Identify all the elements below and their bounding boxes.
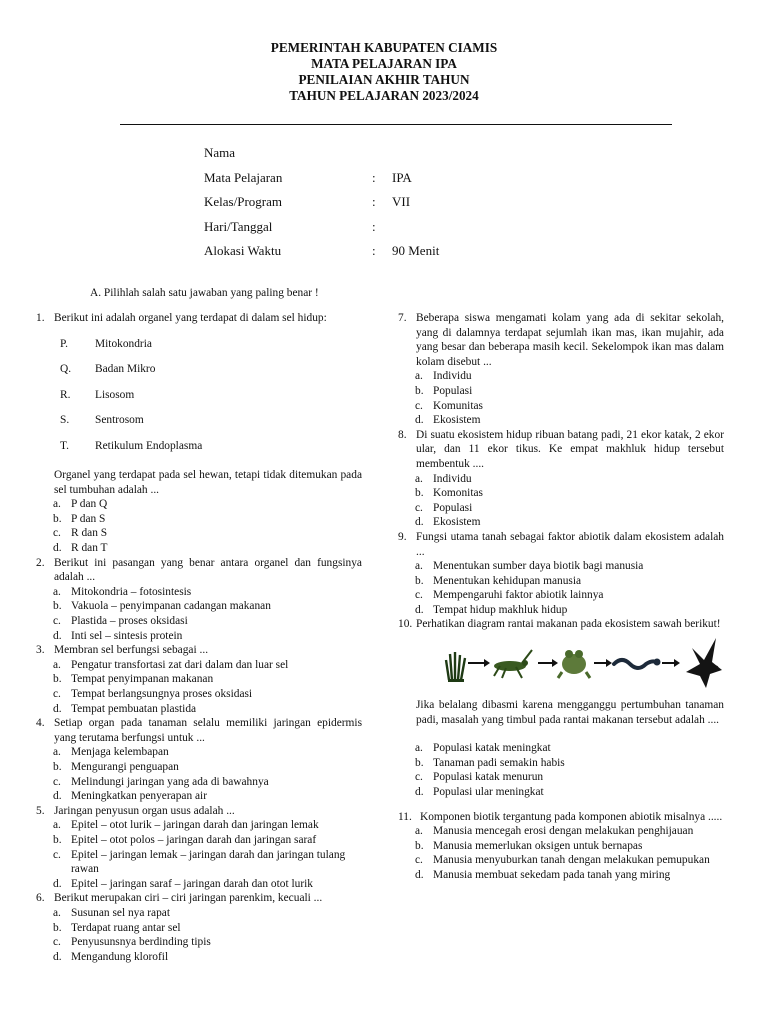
answer-option[interactable] — [398, 515, 724, 530]
question-text: Membran sel berfungsi sebagai ... — [54, 644, 209, 657]
organelle-item — [36, 388, 362, 414]
question-text: Setiap organ pada tanaman selalu memiliki jaringan epidermis yang terutama berfungsi untuk ... — [54, 717, 362, 744]
answer-option[interactable] — [398, 574, 724, 589]
question-1-stem: Organel yang terdapat pada sel hewan, tetapi tidak ditemukan pada sel tumbuhan adalah ... — [54, 469, 362, 496]
answer-option[interactable] — [36, 614, 362, 629]
option-text: Inti sel – sintesis protein — [71, 629, 183, 642]
answer-option[interactable] — [398, 603, 724, 618]
option-letter: a. — [415, 370, 423, 383]
option-text: Manusia menyuburkan tanah dengan melakukan pemupukan — [433, 854, 710, 867]
option-text: R dan S — [71, 527, 108, 540]
answer-option[interactable] — [36, 497, 362, 512]
arrow-icon — [538, 659, 558, 667]
question-number: 7. — [398, 312, 407, 324]
question-number: 4. — [36, 717, 45, 730]
instruction: A. Pilihlah salah satu jawaban yang paling benar ! — [90, 287, 319, 299]
arrow-icon — [468, 659, 490, 667]
question-text: Berikut merupakan ciri – ciri jaringan parenkim, kecuali ... — [54, 892, 323, 905]
option-text: Individu — [433, 472, 472, 485]
document-header — [0, 40, 768, 104]
option-letter: b. — [53, 833, 62, 846]
grasshopper-icon — [494, 650, 532, 678]
option-text: Ekosistem — [433, 516, 481, 529]
option-text: R dan T — [71, 542, 108, 555]
option-letter: b. — [53, 512, 62, 525]
option-text: Populasi ular meningkat — [433, 786, 544, 799]
option-letter: c. — [415, 771, 423, 784]
option-text: Tempat penyimpanan makanan — [71, 673, 214, 686]
item-text: Retikulum Endoplasma — [95, 439, 203, 452]
option-text: Mengandung klorofil — [71, 950, 169, 963]
info-label: Alokasi Waktu — [204, 243, 282, 258]
option-letter: d. — [415, 414, 424, 427]
option-letter: c. — [53, 848, 61, 861]
option-letter: a. — [53, 498, 61, 511]
item-letter: T. — [60, 439, 69, 452]
answer-option[interactable] — [398, 588, 724, 603]
answer-option[interactable] — [36, 585, 362, 600]
food-chain-diagram — [398, 636, 724, 692]
option-letter: c. — [53, 936, 61, 949]
question-text: Beberapa siswa mengamati kolam yang ada di sekitar sekolah, yang di dalamnya terdapat sejumlah ikan mas, ikan mujahir, ada yang besar dan beberapa masih kecil. Sekelompok ikan mas dalam kolam disebut ... — [416, 312, 724, 368]
eagle-icon — [686, 638, 722, 688]
option-text: Populasi katak meningkat — [433, 742, 551, 755]
frog-icon — [558, 650, 590, 678]
answer-option[interactable] — [398, 559, 724, 574]
answer-option[interactable] — [36, 687, 362, 702]
question-text: Jaringan penyusun organ usus adalah ... — [54, 804, 235, 817]
info-label: Mata Pelajaran — [204, 169, 283, 185]
question-8 — [398, 428, 724, 472]
option-letter: b. — [415, 384, 424, 397]
info-value: IPA — [392, 169, 412, 185]
question-text: Perhatikan diagram rantai makanan pada ekosistem sawah berikut! — [416, 618, 721, 631]
item-text: Lisosom — [95, 388, 135, 401]
organelle-list — [36, 337, 362, 465]
answer-option[interactable] — [398, 756, 724, 771]
organelle-item — [36, 413, 362, 439]
option-letter: a. — [415, 472, 423, 485]
answer-option[interactable] — [398, 868, 724, 883]
option-letter: a. — [53, 906, 61, 919]
option-text: Populasi katak menurun — [433, 771, 544, 784]
answer-option[interactable] — [36, 935, 362, 950]
answer-option[interactable] — [36, 672, 362, 687]
item-letter: P. — [60, 337, 68, 350]
answer-option[interactable] — [36, 599, 362, 614]
option-letter: c. — [415, 589, 423, 602]
option-text: Terdapat ruang antar sel — [71, 921, 181, 934]
option-letter: b. — [415, 839, 424, 852]
option-letter: c. — [415, 854, 423, 867]
option-letter: a. — [53, 585, 61, 598]
item-text: Sentrosom — [95, 414, 144, 427]
answer-option[interactable] — [36, 921, 362, 936]
answer-option[interactable] — [36, 877, 362, 892]
option-text: Tanaman padi semakin habis — [433, 756, 565, 769]
question-number: 6. — [36, 892, 45, 905]
option-text: Individu — [433, 370, 472, 383]
question-number: 5. — [36, 804, 45, 817]
question-number: 11. — [398, 810, 412, 823]
option-letter: a. — [53, 658, 61, 671]
answer-option[interactable] — [398, 839, 724, 854]
answer-option[interactable] — [36, 775, 362, 790]
option-letter: b. — [53, 600, 62, 613]
option-letter: d. — [415, 516, 424, 529]
option-text: Tempat berlangsungnya proses oksidasi — [71, 688, 253, 700]
option-letter: b. — [415, 756, 424, 769]
spacer — [398, 727, 724, 741]
right-column — [398, 311, 724, 883]
option-text: Tempat hidup makhluk hidup — [433, 603, 568, 616]
item-letter: Q. — [60, 363, 72, 376]
question-text: Fungsi utama tanah sebagai faktor abiotik dalam ekosistem adalah ... — [416, 530, 724, 558]
question-number: 1. — [36, 312, 45, 324]
answer-option[interactable] — [36, 541, 362, 556]
option-letter: b. — [53, 760, 62, 773]
question-number: 2. — [36, 556, 45, 569]
info-value: VII — [392, 194, 411, 209]
info-colon: : — [372, 243, 376, 258]
answer-option[interactable] — [36, 745, 362, 760]
question-9 — [398, 530, 724, 559]
organelle-item — [36, 439, 362, 465]
snake-icon — [614, 659, 661, 669]
answer-option[interactable] — [398, 413, 724, 428]
question-10-stem: Jika belalang dibasmi karena mengganggu pertumbuhan tanaman padi, masalah yang timbul pada rantai makanan tersebut adalah .... — [416, 699, 724, 726]
organelle-item — [36, 337, 362, 363]
question-6 — [36, 891, 362, 906]
option-letter: a. — [415, 560, 423, 573]
left-column — [36, 311, 362, 964]
option-text: Epitel – jaringan lemak – jaringan darah dan jaringan tulang rawan — [71, 848, 346, 876]
answer-option[interactable] — [36, 658, 362, 673]
answer-option[interactable] — [36, 906, 362, 921]
question-2 — [36, 556, 362, 585]
header-line-3: PENILAIAN AKHIR TAHUN — [298, 72, 470, 87]
question-3 — [36, 643, 362, 658]
question-text: Di suatu ekosistem hidup ribuan batang padi, 21 ekor katak, 2 ekor ular, dan 11 ekor tikus. Ke empat makhluk hidup tersebut membentuk .... — [416, 428, 724, 470]
answer-option[interactable] — [398, 384, 724, 399]
option-letter: b. — [53, 921, 62, 934]
question-text: Komponen biotik tergantung pada komponen abiotik misalnya ..... — [420, 810, 723, 823]
option-letter: d. — [53, 542, 62, 555]
answer-option[interactable] — [398, 486, 724, 501]
spacer — [398, 800, 724, 810]
item-letter: S. — [60, 414, 70, 427]
question-number: 3. — [36, 644, 45, 657]
option-letter: c. — [53, 615, 61, 628]
answer-option[interactable] — [36, 833, 362, 848]
answer-option[interactable] — [36, 818, 362, 833]
answer-option[interactable] — [398, 785, 724, 800]
item-letter: R. — [60, 388, 71, 401]
question-7 — [398, 311, 724, 369]
answer-option[interactable] — [398, 399, 724, 414]
option-letter: d. — [415, 869, 424, 881]
question-text: Berikut ini adalah organel yang terdapat di dalam sel hidup: — [54, 312, 327, 324]
option-text: Menentukan kehidupan manusia — [433, 574, 582, 587]
info-label: Hari/Tanggal — [204, 218, 273, 234]
question-number: 10. — [398, 618, 413, 631]
answer-option[interactable] — [36, 512, 362, 527]
arrow-icon — [662, 659, 680, 667]
option-letter: c. — [53, 527, 61, 540]
option-text: P dan Q — [71, 498, 108, 511]
option-text: Mitokondria – fotosintesis — [71, 585, 192, 598]
question-1 — [36, 311, 362, 326]
option-text: Vakuola – penyimpanan cadangan makanan — [71, 600, 271, 613]
question-11 — [398, 810, 724, 825]
option-text: Populasi — [433, 501, 473, 514]
option-letter: a. — [53, 819, 61, 832]
option-text: Ekosistem — [433, 414, 481, 427]
option-text: Komunitas — [433, 399, 483, 412]
question-4 — [36, 716, 362, 745]
option-letter: d. — [415, 603, 424, 616]
item-text: Badan Mikro — [95, 363, 156, 376]
option-letter: c. — [415, 399, 423, 412]
option-letter: d. — [53, 950, 62, 963]
answer-option[interactable] — [398, 741, 724, 756]
option-letter: a. — [415, 742, 423, 755]
option-text: P dan S — [71, 512, 106, 525]
option-letter: b. — [415, 574, 424, 587]
option-letter: c. — [53, 775, 61, 788]
question-5 — [36, 804, 362, 819]
option-text: Penyusunsnya berdinding tipis — [71, 936, 211, 949]
info-colon: : — [372, 218, 376, 234]
option-text: Manusia mencegah erosi dengan melakukan penghijauan — [433, 825, 694, 838]
option-letter: a. — [415, 825, 423, 838]
answer-option[interactable] — [36, 526, 362, 541]
answer-option[interactable] — [36, 789, 362, 804]
option-letter: c. — [53, 688, 61, 700]
option-letter: a. — [53, 746, 61, 759]
info-colon: : — [372, 169, 376, 185]
item-text: Mitokondria — [95, 337, 152, 350]
header-divider — [120, 124, 672, 125]
option-letter: b. — [53, 673, 62, 686]
option-letter: d. — [53, 790, 62, 803]
option-letter: b. — [415, 487, 424, 500]
option-text: Mengurangi penguapan — [71, 760, 179, 773]
option-text: Populasi — [433, 384, 473, 397]
option-text: Epitel – otot lurik – jaringan darah dan jaringan lemak — [71, 819, 319, 832]
answer-option[interactable] — [398, 824, 724, 839]
option-text: Menentukan sumber daya biotik bagi manusia — [433, 560, 644, 573]
answer-option[interactable] — [36, 950, 362, 965]
option-text: Susunan sel nya rapat — [71, 906, 171, 919]
option-letter: d. — [53, 629, 62, 642]
option-text: Pengatur transfortasi zat dari dalam dan luar sel — [71, 658, 289, 671]
option-text: Plastida – proses oksidasi — [71, 615, 188, 628]
header-line-2: MATA PELAJARAN IPA — [311, 56, 457, 71]
answer-option[interactable] — [36, 629, 362, 644]
answer-option[interactable] — [398, 472, 724, 487]
option-text: Komonitas — [433, 487, 483, 500]
answer-option[interactable] — [36, 848, 362, 877]
info-label: Nama — [204, 145, 236, 160]
header-line-4: TAHUN PELAJARAN 2023/2024 — [289, 88, 479, 103]
answer-option[interactable] — [398, 770, 724, 785]
answer-option[interactable] — [36, 702, 362, 717]
option-text: Tempat pembuatan plastida — [71, 702, 197, 715]
option-text: Epitel – otot polos – jaringan darah dan jaringan saraf — [71, 833, 317, 846]
option-text: Mempengaruhi faktor abiotik lainnya — [433, 589, 604, 602]
option-text: Menjaga kelembapan — [71, 746, 169, 759]
arrow-icon — [594, 659, 612, 667]
question-10 — [398, 617, 724, 632]
answer-option[interactable] — [398, 369, 724, 384]
option-text: Manusia memerlukan oksigen untuk bernapas — [433, 839, 643, 852]
option-letter: d. — [53, 702, 62, 715]
option-text: Manusia membuat sekedam pada tanah yang miring — [433, 869, 671, 881]
question-text: Berikut ini pasangan yang benar antara organel dan fungsinya adalah ... — [54, 556, 362, 584]
rice-plant-icon — [446, 652, 465, 682]
answer-option[interactable] — [36, 760, 362, 775]
answer-option[interactable] — [398, 853, 724, 868]
option-text: Meningkatkan penyerapan air — [71, 790, 207, 803]
option-text: Epitel – jaringan saraf – jaringan darah dan otot lurik — [71, 877, 313, 890]
header-line-1: PEMERINTAH KABUPATEN CIAMIS — [270, 40, 498, 55]
option-letter: c. — [415, 501, 423, 514]
food-chain-svg — [398, 636, 724, 696]
info-colon: : — [372, 194, 376, 209]
question-number: 9. — [398, 530, 407, 543]
question-number: 8. — [398, 428, 407, 441]
answer-option[interactable] — [398, 501, 724, 516]
option-text: Melindungi jaringan yang ada di bawahnya — [71, 775, 269, 788]
option-letter: d. — [53, 877, 62, 890]
info-label: Kelas/Program — [204, 194, 282, 209]
option-letter: d. — [415, 786, 424, 799]
info-value: 90 Menit — [392, 243, 440, 258]
organelle-item — [36, 362, 362, 388]
